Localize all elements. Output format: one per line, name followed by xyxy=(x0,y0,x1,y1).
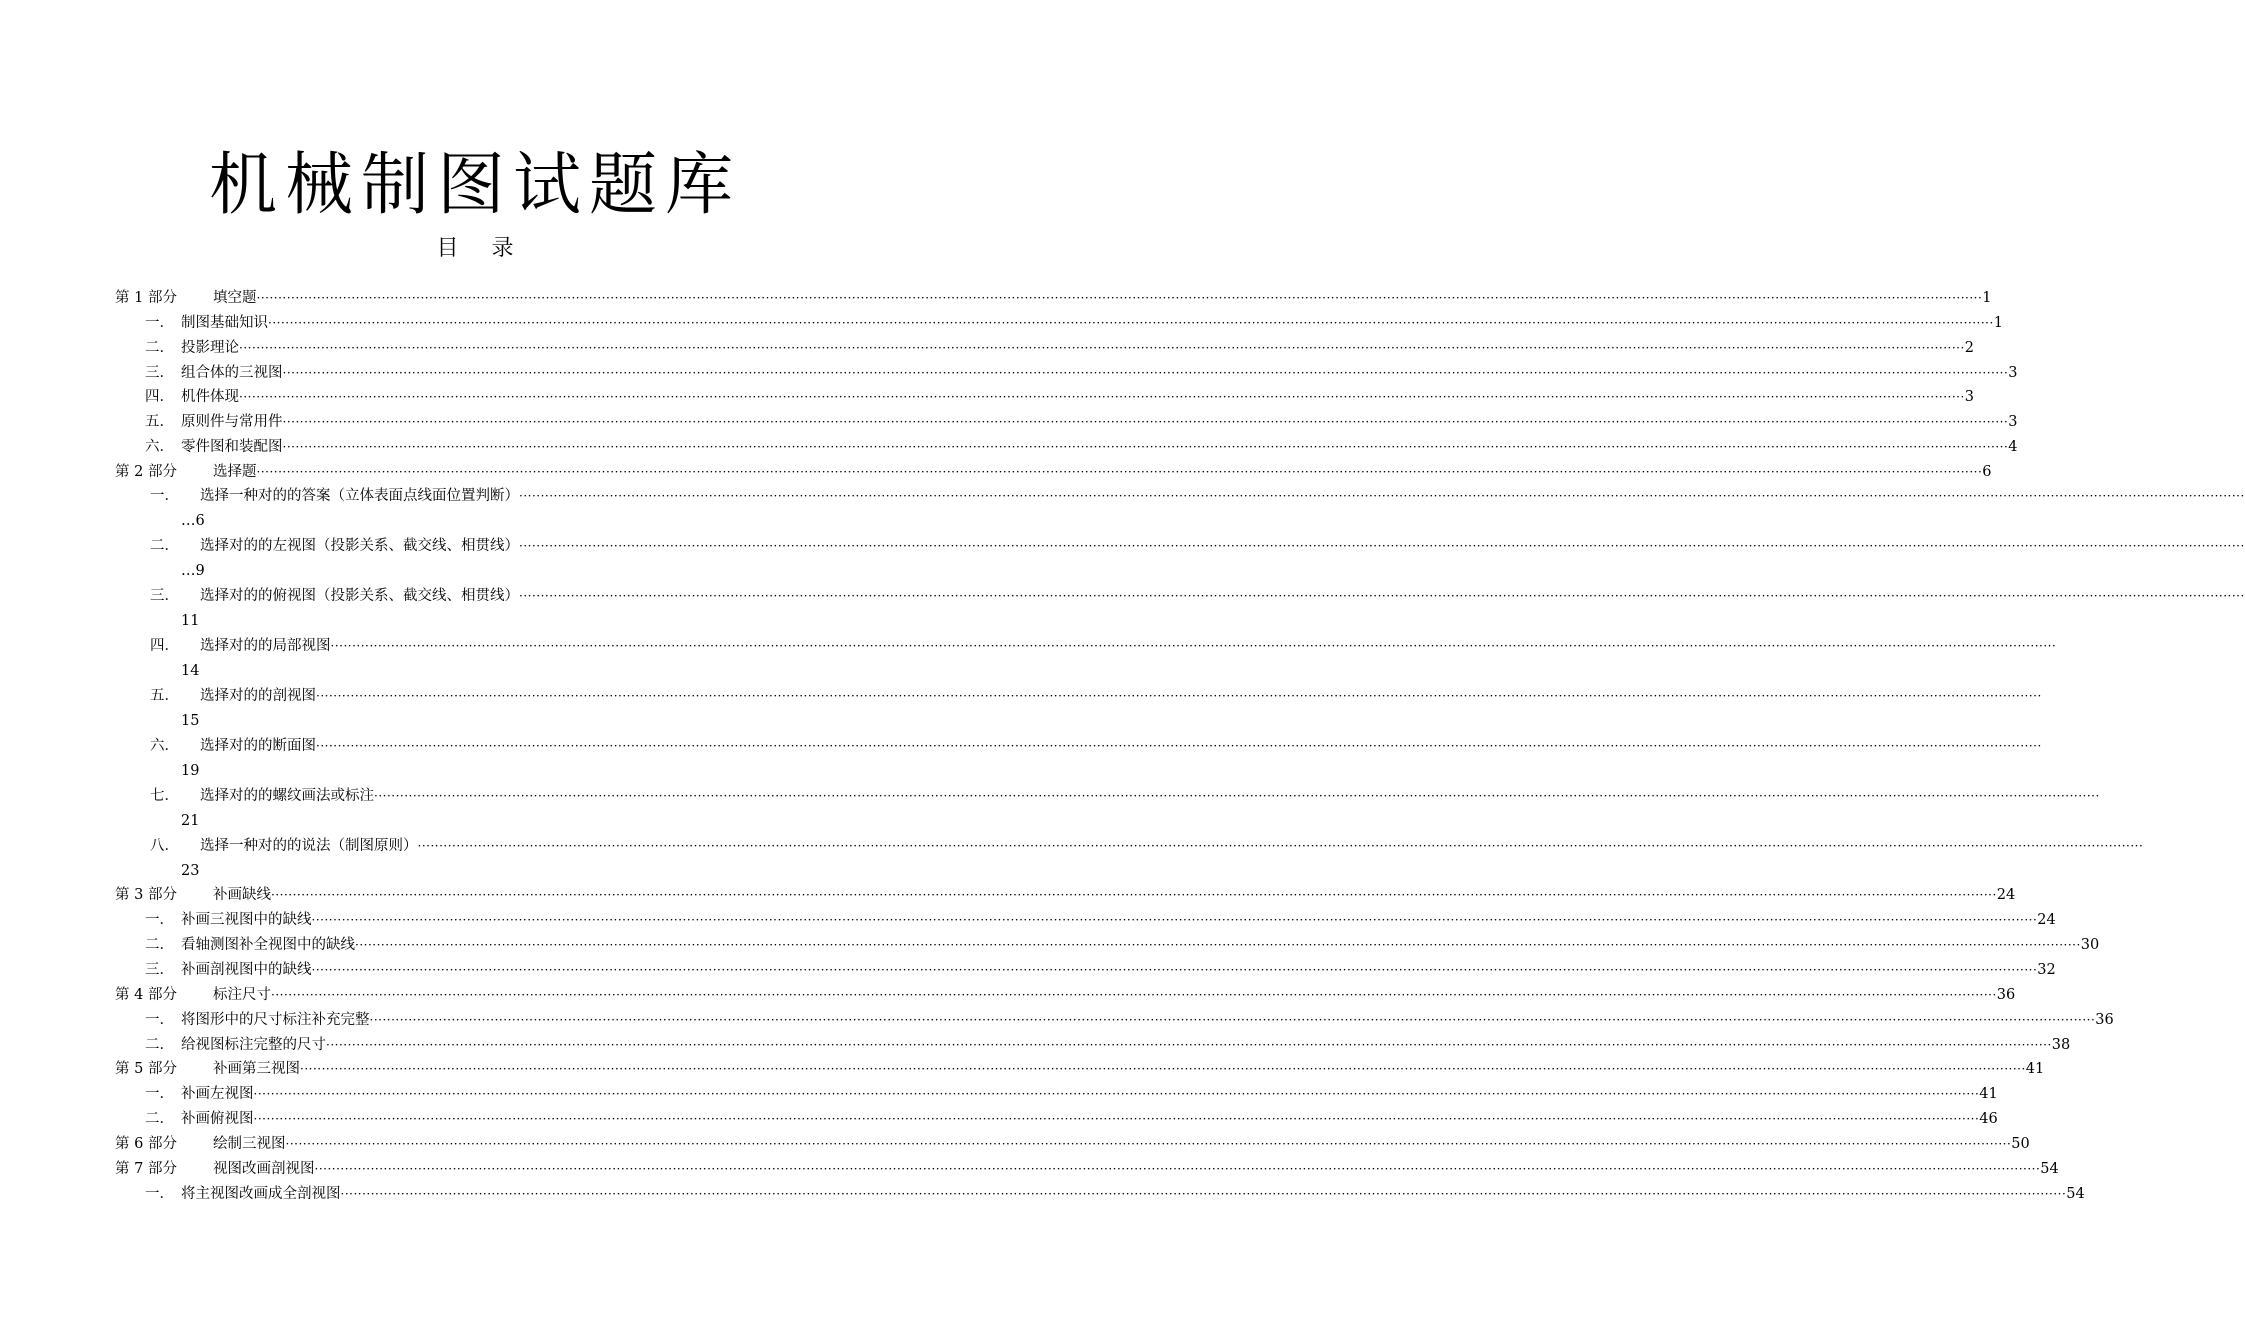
dot-leader: ················································································································································································································································································································································································································ xyxy=(253,1087,1980,1101)
entry-title: 给视图标注完整的尺寸 xyxy=(181,1037,326,1053)
dot-leader: ················································································································································································································································································································································································································ xyxy=(369,1013,2096,1027)
dot-leader: ················································································································································································································································································································································································································ xyxy=(239,390,1965,404)
toc-sub-entry[interactable] xyxy=(145,435,2018,459)
entry-title: 将图形中的尺寸标注补充完整 xyxy=(181,1012,370,1028)
toc-sub-entry[interactable] xyxy=(145,958,2056,982)
toc-sub-entry[interactable] xyxy=(150,684,2042,708)
dot-leader: ················································································································································································································································································································································································································ xyxy=(519,489,2245,503)
entry-title: 填空题 xyxy=(213,290,257,306)
entry-title: 组合体的三视图 xyxy=(181,365,283,381)
toc-part-entry[interactable] xyxy=(115,883,2016,907)
entry-title: 选择对的的剖视图 xyxy=(200,688,316,704)
page-number: 32 xyxy=(2037,962,2056,978)
part-label: 第 1 部分 xyxy=(115,290,177,306)
dot-leader: ················································································································································································································································································································································································································ xyxy=(282,366,2009,380)
dot-leader: ················································································································································································································································································································································································································ xyxy=(239,341,1965,355)
entry-title: 补画第三视图 xyxy=(213,1061,300,1077)
dot-leader: ················································································································································································································································································································································································································ xyxy=(271,988,1997,1002)
entry-title: 补画缺线 xyxy=(213,887,271,903)
part-label: 第 3 部分 xyxy=(115,887,177,903)
part-label: 第 2 部分 xyxy=(115,464,177,480)
toc-sub-entry[interactable] xyxy=(145,1033,2071,1057)
dot-leader: ················································································································································································································································································································································································································ xyxy=(519,539,2245,553)
dot-leader: ················································································································································································································································································································································································································ xyxy=(300,1062,2026,1076)
entry-title: 机件体现 xyxy=(181,389,239,405)
entry-title: 视图改画剖视图 xyxy=(213,1161,315,1177)
dot-leader: ················································································································································································································································································································································································································ xyxy=(340,1187,2067,1201)
entry-title: 选择一种对的的答案（立体表面点线面位置判断） xyxy=(200,488,519,504)
toc-sub-entry[interactable] xyxy=(145,410,2018,434)
page-number: 50 xyxy=(2011,1136,2030,1152)
entry-title: 选择对的的俯视图（投影关系、截交线、相贯线） xyxy=(200,588,519,604)
dot-leader: ················································································································································································································································································································································································································ xyxy=(417,839,2144,853)
toc-part-entry[interactable] xyxy=(115,983,2016,1007)
entry-title: 补画左视图 xyxy=(181,1086,254,1102)
entry-title: 零件图和装配图 xyxy=(181,439,283,455)
section-number: 二． xyxy=(145,1037,174,1053)
toc-sub-entry[interactable] xyxy=(145,1082,1998,1106)
section-number: 三． xyxy=(150,588,179,604)
page-number: 46 xyxy=(1979,1111,1998,1127)
page-number: 3 xyxy=(2008,365,2018,381)
section-number: 八． xyxy=(150,838,179,854)
toc-sub-entry[interactable] xyxy=(145,1107,1998,1131)
dot-leader: ················································································································································································································································································································································································································ xyxy=(311,963,2038,977)
toc-sub-entry[interactable] xyxy=(145,933,2100,957)
part-label: 第 5 部分 xyxy=(115,1061,177,1077)
toc-sub-entry[interactable] xyxy=(150,784,2100,808)
entry-title: 补画俯视图 xyxy=(181,1111,254,1127)
page-number: 14 xyxy=(181,663,200,679)
dot-leader: ················································································································································································································································································································································································································ xyxy=(519,589,2245,603)
part-label: 第 4 部分 xyxy=(115,987,177,1003)
toc-sub-entry[interactable] xyxy=(150,634,2057,658)
dot-leader: ················································································································································································································································································································································································································ xyxy=(330,639,2057,653)
section-number: 一． xyxy=(145,1186,174,1202)
dot-leader: ················································································································································································································································································································································································································ xyxy=(282,440,2009,454)
page-number: 36 xyxy=(1996,987,2016,1003)
section-number: 三． xyxy=(145,365,174,381)
entry-title: 绘制三视图 xyxy=(213,1136,286,1152)
dot-leader: ················································································································································································································································································································································································································ xyxy=(326,1038,2052,1052)
page-number: …9 xyxy=(181,563,205,579)
dot-leader: ················································································································································································································································································································································································································ xyxy=(282,415,2009,429)
entry-title: 投影理论 xyxy=(181,340,239,356)
entry-title: 选择一种对的的说法（制图原则） xyxy=(200,838,418,854)
section-number: 四． xyxy=(150,638,179,654)
section-number: 五． xyxy=(150,688,179,704)
page-number: 41 xyxy=(2025,1061,2045,1077)
entry-title: 选择对的的螺纹画法或标注 xyxy=(200,788,374,804)
page-number: 1 xyxy=(1993,315,2004,331)
page-number: 21 xyxy=(181,813,200,829)
section-number: 一． xyxy=(145,1086,174,1102)
page-number: 23 xyxy=(181,863,200,879)
toc-heading: 目 录 xyxy=(436,236,514,261)
entry-title: 补画剖视图中的缺线 xyxy=(181,962,312,978)
dot-leader: ················································································································································································································································································································································································································ xyxy=(314,1162,2041,1176)
page-number: 30 xyxy=(2080,937,2100,953)
section-number: 一． xyxy=(145,912,174,928)
dot-leader: ················································································································································································································································································································································································································ xyxy=(355,938,2081,952)
section-number: 三． xyxy=(145,962,174,978)
section-number: 一． xyxy=(145,1012,174,1028)
toc-part-entry[interactable] xyxy=(115,1157,2059,1181)
dot-leader: ················································································································································································································································································································································································································ xyxy=(374,789,2100,803)
page-number: 36 xyxy=(2095,1012,2114,1028)
page-number: 6 xyxy=(1982,464,1992,480)
toc-part-entry[interactable] xyxy=(115,286,1992,310)
section-number: 一． xyxy=(150,488,179,504)
document-title: 机械制图试题库 xyxy=(208,146,741,225)
dot-leader: ················································································································································································································································································································································································································ xyxy=(311,913,2038,927)
toc-sub-entry[interactable] xyxy=(150,534,2245,558)
section-number: 六． xyxy=(145,439,174,455)
dot-leader: ················································································································································································································································································································································································································ xyxy=(316,739,2042,753)
page-number: 24 xyxy=(2037,912,2056,928)
toc-sub-entry[interactable] xyxy=(145,1008,2114,1032)
page-number: 19 xyxy=(181,763,200,779)
entry-title: 将主视图改画成全剖视图 xyxy=(181,1186,341,1202)
page-number: 24 xyxy=(1996,887,2016,903)
dot-leader: ················································································································································································································································································································································································································ xyxy=(285,1137,2012,1151)
page-number: 54 xyxy=(2040,1161,2059,1177)
toc-sub-entry[interactable] xyxy=(145,311,2004,335)
page-number: 41 xyxy=(1979,1086,1998,1102)
toc-sub-entry[interactable] xyxy=(145,336,1975,360)
section-number: 四． xyxy=(145,389,174,405)
page-number: 54 xyxy=(2066,1186,2085,1202)
entry-title: 制图基础知识 xyxy=(181,315,268,331)
page-number: 3 xyxy=(2008,414,2018,430)
entry-title: 选择题 xyxy=(213,464,257,480)
section-number: 二． xyxy=(150,538,179,554)
toc-sub-entry[interactable] xyxy=(150,734,2042,758)
entry-title: 补画三视图中的缺线 xyxy=(181,912,312,928)
toc-sub-entry[interactable] xyxy=(150,584,2245,608)
entry-title: 选择对的的左视图（投影关系、截交线、相贯线） xyxy=(200,538,519,554)
toc-sub-entry[interactable] xyxy=(145,385,1975,409)
page-number: 1 xyxy=(1982,290,1992,306)
dot-leader: ················································································································································································································································································································································································································ xyxy=(271,888,1997,902)
page-number: 4 xyxy=(2008,439,2018,455)
dot-leader: ················································································································································································································································································································································································································ xyxy=(268,316,1994,330)
page-number: 3 xyxy=(1964,389,1975,405)
dot-leader: ················································································································································································································································································································································································································ xyxy=(256,291,1983,305)
dot-leader: ················································································································································································································································································································································································································ xyxy=(253,1112,1980,1126)
page-number: 38 xyxy=(2051,1037,2071,1053)
toc-sub-entry[interactable] xyxy=(145,361,2018,385)
part-label: 第 7 部分 xyxy=(115,1161,177,1177)
toc-part-entry[interactable] xyxy=(115,460,1992,484)
section-number: 五． xyxy=(145,414,174,430)
entry-title: 原则件与常用件 xyxy=(181,414,283,430)
entry-title: 标注尺寸 xyxy=(213,987,271,1003)
toc-part-entry[interactable] xyxy=(115,1132,2030,1156)
section-number: 二． xyxy=(145,1111,174,1127)
page-number: 11 xyxy=(181,613,200,629)
toc-sub-entry[interactable] xyxy=(150,834,2144,858)
page-number: 2 xyxy=(1964,340,1975,356)
toc-sub-entry[interactable] xyxy=(145,908,2056,932)
toc-part-entry[interactable] xyxy=(115,1057,2045,1081)
section-number: 七． xyxy=(150,788,179,804)
section-number: 二． xyxy=(145,340,174,356)
entry-title: 选择对的的断面图 xyxy=(200,738,316,754)
part-label: 第 6 部分 xyxy=(115,1136,177,1152)
section-number: 一． xyxy=(145,315,174,331)
entry-title: 看轴测图补全视图中的缺线 xyxy=(181,937,355,953)
section-number: 六． xyxy=(150,738,179,754)
page-number: …6 xyxy=(181,513,205,529)
dot-leader: ················································································································································································································································································································································································································ xyxy=(256,465,1983,479)
section-number: 二． xyxy=(145,937,174,953)
dot-leader: ················································································································································································································································································································································································································ xyxy=(316,689,2042,703)
toc-sub-entry[interactable] xyxy=(150,484,2245,508)
entry-title: 选择对的的局部视图 xyxy=(200,638,331,654)
toc-sub-entry[interactable] xyxy=(145,1182,2085,1206)
page-number: 15 xyxy=(181,713,200,729)
